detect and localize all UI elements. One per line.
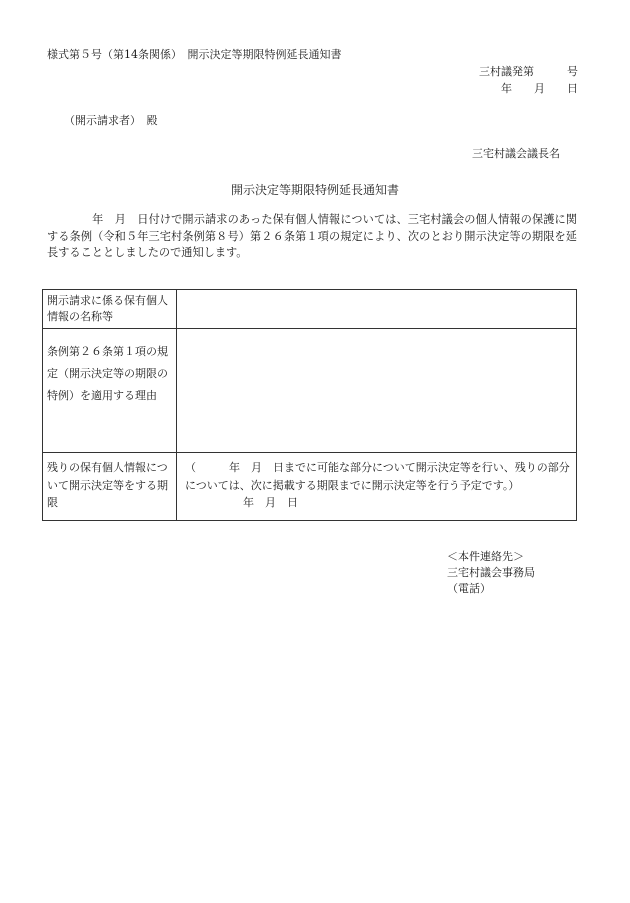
table-row: [43, 290, 577, 329]
contact-office: 三宅村議会事務局: [447, 566, 535, 579]
extension-details-table: [42, 289, 577, 521]
table-row: [43, 329, 577, 453]
recipient-line: （開示請求者） 殿: [64, 114, 158, 127]
form-number-header: 様式第５号（第14条関係） 開示決定等期限特例延長通知書: [47, 48, 342, 61]
row-value-deadline: [177, 453, 577, 521]
document-title: 開示決定等期限特例延長通知書: [230, 183, 399, 197]
sender-name: 三宅村議会議長名: [472, 147, 560, 160]
table-row: [43, 453, 577, 521]
contact-block: [447, 549, 535, 597]
deadline-date: 年 月 日: [243, 496, 298, 509]
contact-heading: ＜本件連絡先＞: [447, 550, 524, 563]
issue-number: 三村議発第 号: [479, 65, 578, 78]
row-value-reason: [177, 329, 577, 453]
row-value-info-name: [177, 290, 577, 329]
row-label-reason: 条例第２６条第１項の規定（開示決定等の期限の特例）を適用する理由: [43, 329, 177, 453]
issue-date: 年 月 日: [501, 82, 578, 95]
contact-phone: （電話）: [447, 582, 491, 595]
deadline-note: （ 年 月 日までに可能な部分について開示決定等を行い、残りの部分については、次に掲載する期限までに開示決定等を行う予定です。）: [185, 461, 570, 492]
row-label-deadline: 残りの保有個人情報について開示決定等をする期限: [43, 453, 177, 521]
body-paragraph: 年 月 日付けで開示請求のあった保有個人情報については、三宅村議会の個人情報の保護に関する条例（令和５年三宅村条例第８号）第２６条第１項の規定により、次のとおり開示決定等の期限を延長することとしましたので通知します。: [47, 213, 577, 259]
row-label-info-name: 開示請求に係る保有個人情報の名称等: [43, 290, 177, 329]
